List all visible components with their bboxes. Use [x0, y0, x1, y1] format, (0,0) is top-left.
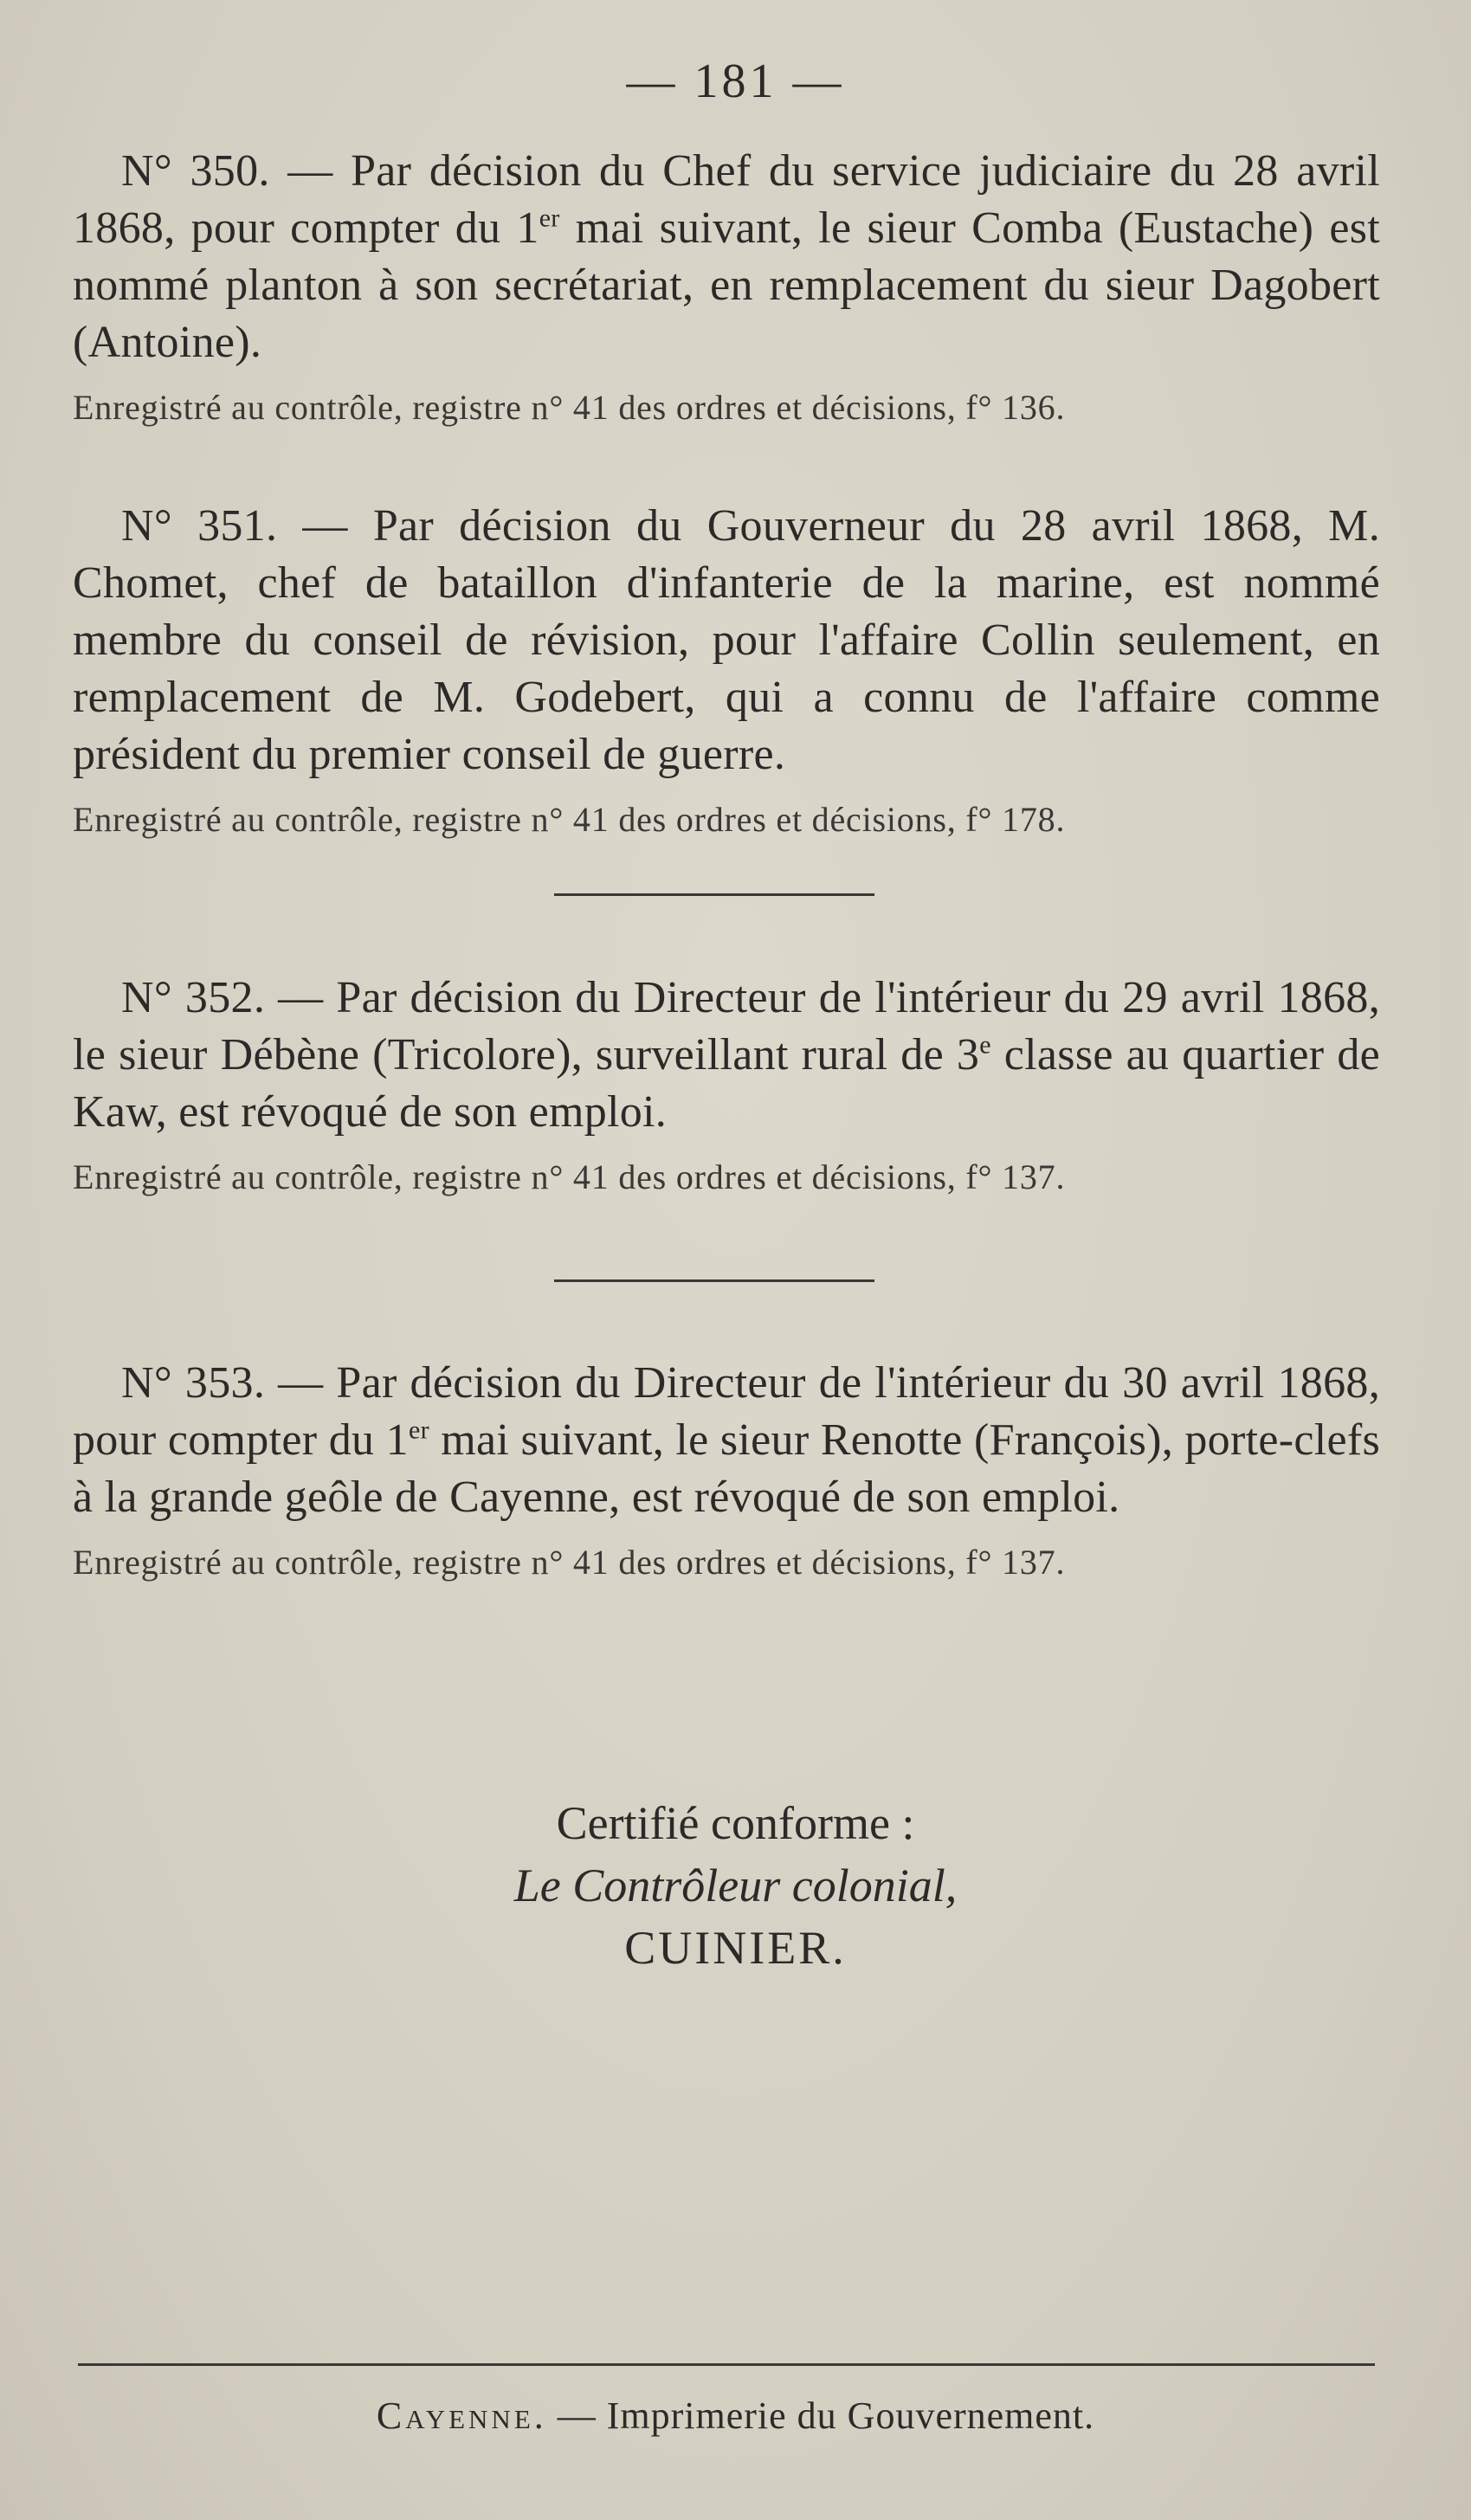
entry-number: N° 353. — [121, 1358, 266, 1408]
decision-entry-353 — [73, 1355, 1380, 1583]
entry-body — [73, 970, 1380, 1141]
decision-entry-351 — [73, 498, 1380, 841]
registration-note: Enregistré au contrôle, registre n° 41 des ordres et décisions, f° 136. — [73, 388, 1066, 427]
decision-entry-350 — [73, 143, 1380, 429]
imprint-printer: — Imprimerie du Gouvernement. — [546, 2394, 1095, 2437]
certification-title: Le Contrôleur colonial, — [513, 1859, 958, 1911]
registration-note: Enregistré au contrôle, registre n° 41 des ordres et décisions, f° 137. — [73, 1157, 1066, 1196]
imprint-city: Cayenne. — [376, 2394, 547, 2437]
certification-signature: CUINIER. — [624, 1922, 847, 1974]
section-separator — [554, 893, 874, 896]
entry-text-part: — Par décision du Gouverneur du 28 avril 1868, M. Chomet, chef de bataillon d'infanterie de la marine, est nommé membre du conseil de révision, pour l'affaire Collin seulement, en remplacement de M. Godebert, qui a connu de l'affaire comme président du premier conseil de guerre. — [73, 501, 1380, 779]
entry-text-part: — Par décision du Directeur de l'intérieur du 30 avril 1868, pour compter du 1 — [73, 1358, 1380, 1465]
entry-number: N° 352. — [121, 973, 266, 1022]
entry-text-part: mai suivant, le sieur Renotte (François), porte-clefs à la grande geôle de Cayenne, est révoqué de son emploi. — [73, 1415, 1380, 1522]
superscript: e — [979, 1030, 991, 1060]
entry-body — [73, 143, 1380, 371]
entry-text-part: classe au quartier de Kaw, est révoqué de son emploi. — [73, 1030, 1381, 1137]
registration-note: Enregistré au contrôle, registre n° 41 des ordres et décisions, f° 137. — [73, 1543, 1066, 1582]
certification-block — [0, 1792, 1471, 1979]
entry-body — [73, 498, 1380, 783]
superscript: er — [408, 1415, 429, 1445]
entry-text-part: mai suivant, le sieur Comba (Eustache) est nommé planton à son secrétariat, en remplacement du sieur Dagobert (Antoine). — [73, 203, 1380, 367]
decision-entry-352 — [73, 970, 1380, 1198]
footer-rule — [78, 2363, 1375, 2366]
entry-number: N° 350. — [121, 146, 270, 196]
superscript: er — [539, 203, 560, 233]
certification-statement: Certifié conforme : — [556, 1797, 915, 1849]
entry-number: N° 351. — [121, 501, 278, 551]
section-separator — [554, 1279, 874, 1282]
registration-note: Enregistré au contrôle, registre n° 41 des ordres et décisions, f° 178. — [73, 800, 1066, 839]
entry-text-part: — Par décision du Chef du service judiciaire du 28 avril 1868, pour compter du 1 — [73, 146, 1380, 253]
entry-body — [73, 1355, 1380, 1526]
page-number: — 181 — — [626, 55, 845, 108]
printer-imprint — [0, 2394, 1471, 2438]
entry-text-part: — Par décision du Directeur de l'intérieur du 29 avril 1868, le sieur Débène (Tricolore), surveillant rural de 3 — [73, 973, 1380, 1080]
